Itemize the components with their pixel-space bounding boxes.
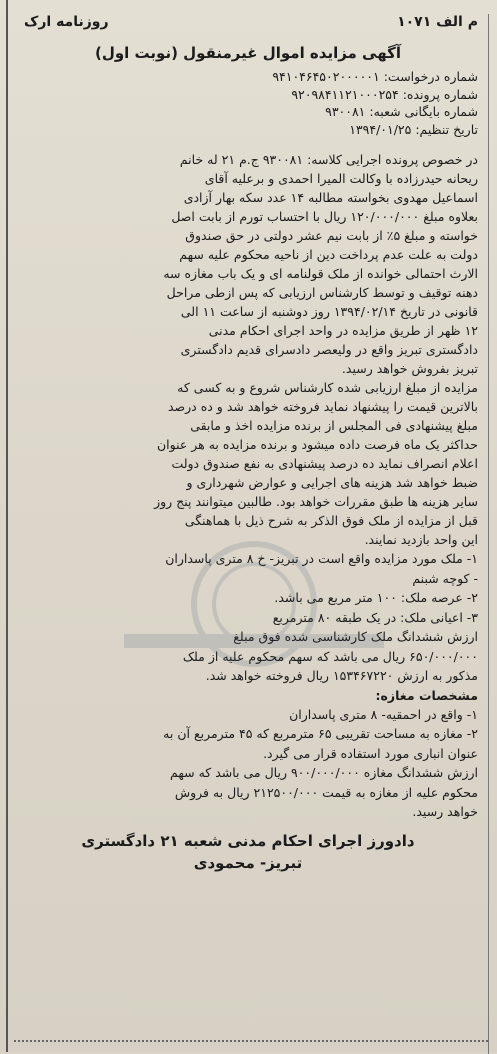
property-item: مذکور به ارزش ۱۵۳۴۶۷۲۲۰ ریال فروخته خواهد شد. (205, 668, 478, 683)
body-line: حداکثر یک ماه فرصت داده میشود و برنده مزایده به هر عنوان (156, 437, 478, 452)
body-line: ضبط خواهد شد هزینه های اجرایی و عوارض شهرداری و (186, 475, 478, 490)
shop-item: ارزش ششدانگ مغازه ۹۰۰/۰۰۰/۰۰۰ ریال می باشد که سهم (170, 765, 478, 780)
body-line: سایر هزینه ها طبق مقررات خواهد بود. طالبین میتوانند پنج روز (154, 494, 478, 509)
body-line: دولت به علت عدم پرداخت دین از ناحیه محکوم علیه سهم (179, 247, 478, 262)
body-line: مبلغ پیشنهادی فی المجلس از برنده مزایده اخذ و مابقی (190, 418, 478, 433)
body-line: بعلاوه مبلغ ۱۲۰/۰۰۰/۰۰۰ ریال با احتساب تورم از بابت اصل (171, 209, 478, 224)
property-item: ۲- عرصه ملک: ۱۰۰ متر مربع می باشد. (274, 590, 478, 605)
body-line: در خصوص پرونده اجرایی کلاسه: ۹۳۰۰۸۱ ج.م ۲۱ له خانم (179, 152, 478, 167)
case-number: شماره پرونده: ۹۲۰۹۸۴۱۱۲۱۰۰۰۲۵۴ (291, 86, 478, 102)
meta-block (18, 68, 478, 138)
shop-item: ۲- مغازه به مساحت تقریبی ۶۵ مترمربع که ۴۵ مترمربع آن به (163, 726, 478, 741)
body-line: خواسته و مبلغ ۵٪ از بابت نیم عشر دولتی در حق صندوق (185, 228, 478, 243)
newspaper-name: روزنامه ارک (24, 14, 109, 30)
signature-line-1: دادورز اجرای احکام مدنی شعبه ۲۱ دادگستری (81, 831, 415, 850)
property-item: ۱- ملک مورد مزایده واقع است در تبریز- خ ۸ متری پاسداران (165, 551, 478, 566)
header (18, 14, 478, 42)
shop-heading: مشخصات مغازه: (375, 687, 478, 703)
property-items (18, 549, 478, 686)
body-line: این واحد بازدید نمایند. (364, 532, 478, 547)
body-line: اسماعیل مهدوی بخواسته مطالبه ۱۴ عدد سکه بهار آزادی (183, 190, 478, 205)
body-line: الارث احتمالی خوانده از ملک قولنامه ای و یک باب مغازه سه (163, 266, 478, 281)
body-line: دادگستری تبریز واقع در ولیعصر دادسرای قدیم دادگستری (180, 342, 478, 357)
notice-body (18, 150, 478, 549)
property-item: ارزش ششدانگ ملک کارشناسی شده فوق مبلغ (233, 629, 478, 644)
body-line: دهنه توقیف و توسط کارشناس ارزیابی که پس ازطی مراحل (166, 285, 478, 300)
issue-number: م الف ۱۰۷۱ (397, 14, 478, 30)
signature-line-2: تبریز- محمودی (193, 853, 303, 872)
issue-date: تاریخ تنظیم: ۱۳۹۴/۰۱/۲۵ (349, 121, 478, 137)
shop-item: خواهد رسید. (412, 804, 478, 819)
notice-frame (14, 14, 489, 1054)
shop-item: عنوان انباری مورد استفاده قرار می گیرد. (263, 745, 478, 761)
shop-item: ۱- واقع در احمقیه- ۸ متری پاسداران (289, 706, 478, 722)
archive-number: شماره بایگانی شعبه: ۹۳۰۰۸۱ (325, 104, 478, 119)
left-column-rule (6, 0, 8, 1052)
body-line: تبریز بفروش خواهد رسید. (341, 361, 478, 376)
request-number: شماره درخواست: ۹۴۱۰۴۶۴۵۰۲۰۰۰۰۰۱ (272, 69, 478, 84)
body-line: ۱۲ ظهر از طریق مزایده در واحد اجرای احکام مدنی (208, 323, 478, 338)
body-line: بالاترین قیمت را پیشنهاد نماید فروخته خواهد شد و ده درصد (167, 399, 478, 414)
bottom-divider (14, 1040, 488, 1046)
body-line: ریحانه حیدرزاده با وکالت المیرا احمدی و برعلیه آقای (204, 171, 478, 186)
body-line: قانونی در تاریخ ۱۳۹۴/۰۲/۱۴ روز دوشنبه از ساعت ۱۱ الی (180, 304, 478, 319)
property-item: ۶۵۰/۰۰۰/۰۰۰ ریال می باشد که سهم محکوم علیه از ملک (182, 648, 478, 664)
shop-items (18, 705, 478, 822)
body-line: اعلام انصراف نماید ده درصد پیشنهادی به نفع صندوق دولت (171, 456, 478, 471)
body-line: قبل از مزایده از ملک فوق الذکر به شرح ذیل با هماهنگی (184, 513, 478, 528)
notice-title: آگهی مزایده اموال غیرمنقول (نوبت اول) (94, 44, 402, 62)
shop-item: محکوم علیه از مغازه به قیمت ۲۱۲۵۰۰/۰۰۰ ریال به فروش (174, 784, 478, 800)
body-line: مزایده از مبلغ ارزیابی شده کارشناس شروع و به کسی که (177, 380, 478, 395)
property-item: - کوچه شبنم (412, 570, 478, 586)
property-item: ۳- اعیانی ملک: در یک طبقه ۸۰ مترمربع (272, 609, 478, 625)
